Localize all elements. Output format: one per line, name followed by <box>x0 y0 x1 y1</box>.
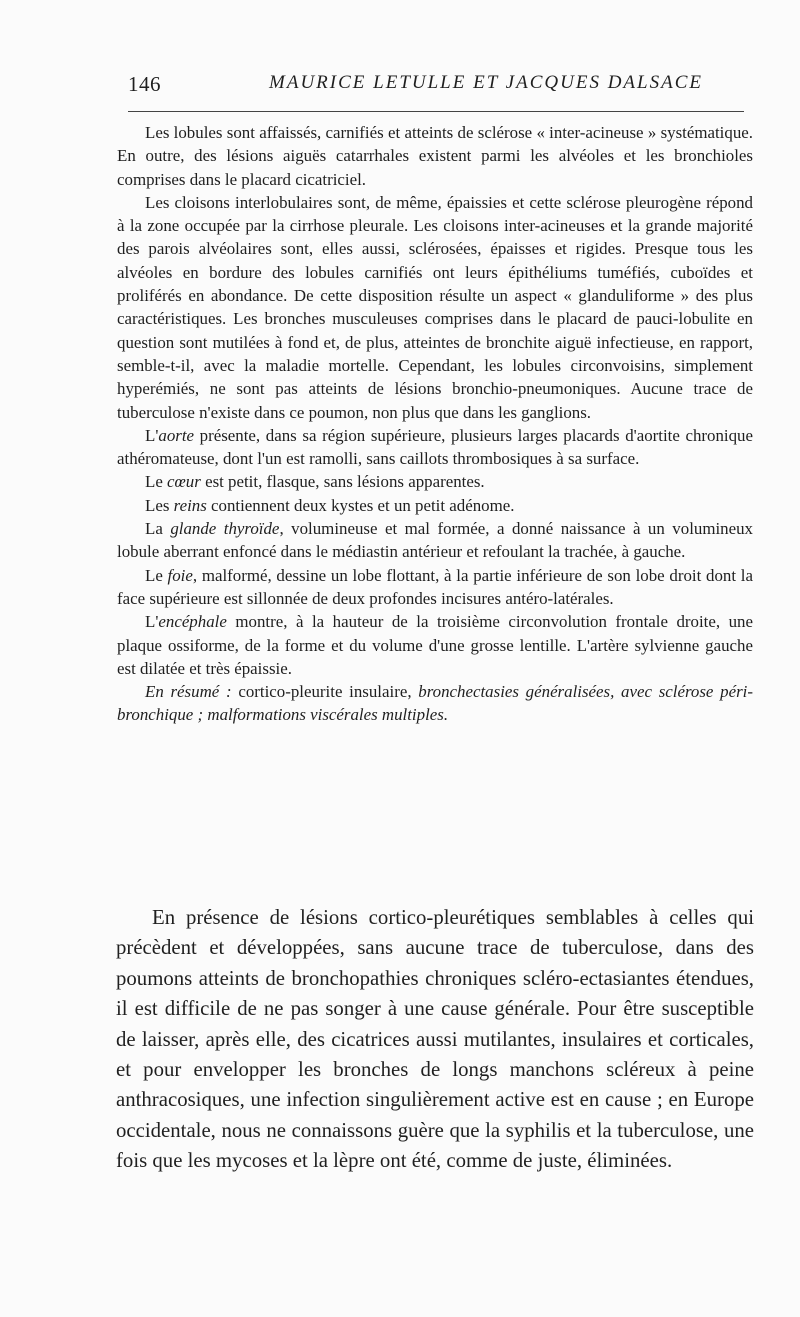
text-lead: Le <box>145 565 168 585</box>
page-number: 146 <box>128 72 161 96</box>
text-rest: , volumineuse et mal formée, a donné naissance à un volumineux lobule aberrant enfoncé dans le médiastin antérieur et refoulant la trachée, à gauche. <box>117 519 753 562</box>
text-rest: , malformé, dessine un lobe flottant, à la partie inférieure de son lobe droit dont la face supérieure est sillonnée de deux profondes incisures antéro-latérales. <box>117 565 753 608</box>
header-rule <box>128 111 744 112</box>
text-lead: L' <box>145 425 159 445</box>
case-report-text <box>117 121 753 727</box>
organ-term: reins <box>173 495 207 515</box>
summary-lead: En résumé : <box>145 682 232 702</box>
paragraph-discussion: En présence de lésions cortico-pleurétiques semblables à celles qui précèdent et développées, sans aucune trace de tuberculose, dans des poumons atteints de bronchopathies chroniques scléro-ectasiantes étendues, il est difficile de ne pas songer à une cause générale. Pour être susceptible de laisser, après elle, des cicatrices aussi mutilantes, insulaires et corticales, et pour envelopper les bronches de longs manchons scléreux à peine anthracosiques, une infection singulièrement active est en cause ; en Europe occidentale, nous ne connaissons guère que la syphilis et la tuberculose, une fois que les mycoses et la lèpre ont été, comme de juste, éliminées. <box>116 906 754 1173</box>
running-head: MAURICE LETULLE ET JACQUES DALSACE <box>269 72 703 93</box>
organ-term: glande thyroïde <box>170 519 280 539</box>
text-lead: L' <box>145 612 159 632</box>
paragraph-thyroide <box>117 517 753 564</box>
paragraph-lobules: Les lobules sont affaissés, carnifiés et atteints de sclérose « inter-acineuse » systématique. En outre, des lésions aiguës catarrhales existent parmi les alvéoles et les bronchioles comprises dans le placard cicatriciel. <box>117 123 753 189</box>
organ-term: foie <box>167 565 193 585</box>
paragraph-reins <box>117 494 753 517</box>
text-rest: est petit, flasque, sans lésions apparentes. <box>200 472 485 492</box>
paragraph-aorte <box>117 424 753 471</box>
paragraph-cloisons: Les cloisons interlobulaires sont, de même, épaissies et cette sclérose pleurogène répond à la zone occupée par la cirrhose pleurale. Les cloisons inter-acineuses et la grande majorité des parois alvéolaires sont, elles aussi, sclérosées, épaisses et rigides. Presque tous les alvéoles en bordure des lobules carnifiés ont leurs épithéliums tuméfiés, cuboïdes et proliférés en abondance. De cette disposition résulte un aspect « glanduliforme » des plus caractéristiques. Les bronches musculeuses comprises dans le placard de pauci-lobulite en question sont mutilées à fond et, de plus, atteintes de bronchite aiguë infectieuse, en rapport, semble-t-il, avec la maladie mortelle. Cependant, les lobules circonvoisins, simplement hyperémiés, ne sont pas atteints de lésions bronchio-pneumoniques. Aucune trace de tuberculose n'existe dans ce poumon, non plus que dans les ganglions. <box>117 192 753 422</box>
text-lead: Les <box>145 495 174 515</box>
text-rest: montre, à la hauteur de la troisième circonvolution frontale droite, une plaque ossiforme, de la forme et du volume d'une grosse lentille. L'artère sylvienne gauche est dilatée et très épaissie. <box>117 612 753 678</box>
paragraph-foie <box>117 564 753 611</box>
organ-term: cœur <box>167 472 201 492</box>
discussion-text <box>116 903 754 1177</box>
paragraph-resume <box>117 680 753 727</box>
text-rest: contiennent deux kystes et un petit adénome. <box>206 495 515 515</box>
paragraph-encephale <box>117 610 753 680</box>
organ-term: aorte <box>158 425 195 445</box>
text-lead: La <box>145 519 171 539</box>
summary-mid: cortico-pleurite insulaire, <box>231 682 419 702</box>
organ-term: encéphale <box>158 612 227 632</box>
paragraph-coeur <box>117 470 753 493</box>
summary-tail: bronchectasies généralisées, avec sclérose péri-bronchique ; malformations viscérales multiples. <box>117 682 753 725</box>
text-rest: présente, dans sa région supérieure, plusieurs larges placards d'aortite chronique athéromateuse, dont l'un est ramolli, sans caillots thrombosiques à sa surface. <box>117 425 753 469</box>
page-header <box>128 72 744 106</box>
text-lead: Le <box>145 472 168 492</box>
